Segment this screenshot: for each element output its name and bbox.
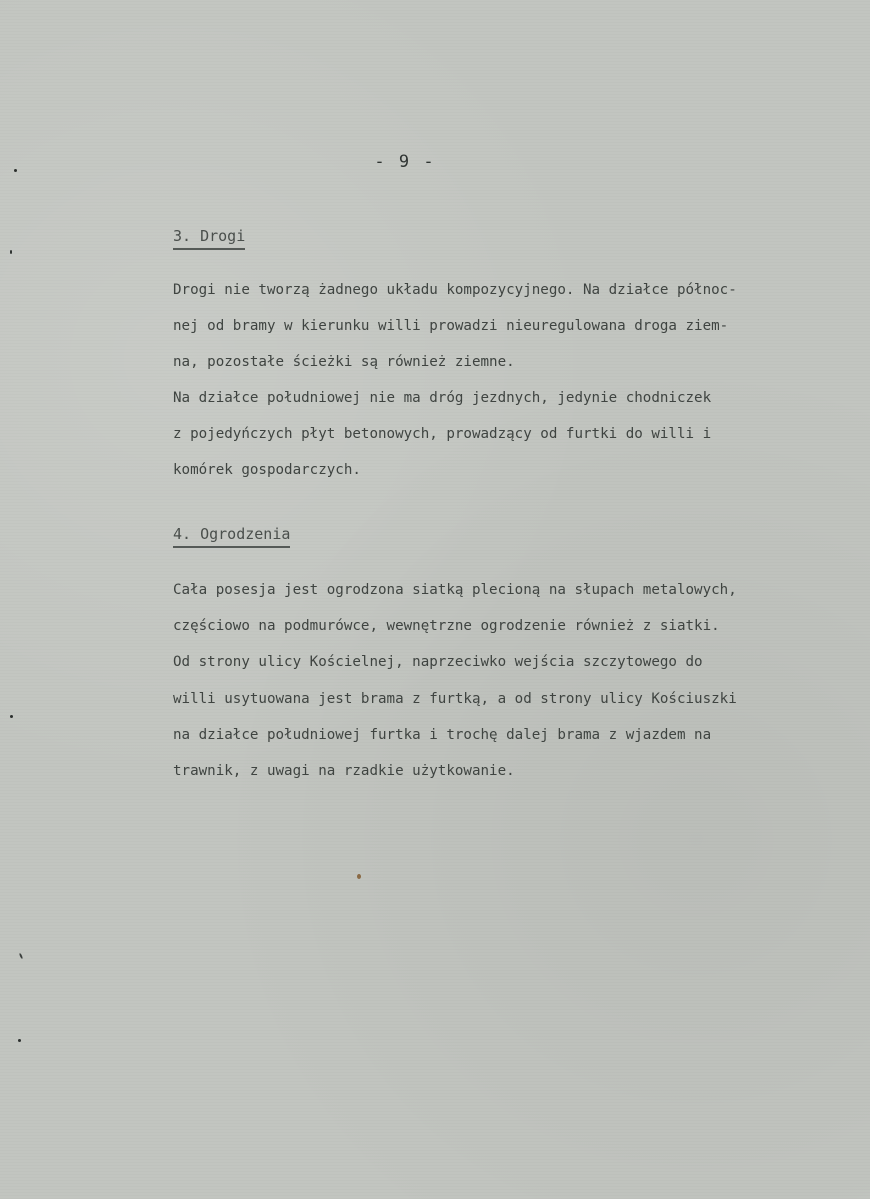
margin-dot xyxy=(10,250,12,254)
section-heading-ogrodzenia: 4. Ogrodzenia xyxy=(173,525,290,548)
paragraph-ogrodzenia xyxy=(173,572,863,789)
text-line: Drogi nie tworzą żadnego układu kompozycyjnego. Na działce północ- xyxy=(173,282,737,298)
text-line: częściowo na podmurówce, wewnętrzne ogrodzenie również z siatki. xyxy=(173,618,720,635)
text-line: nej od bramy w kierunku willi prowadzi nieuregulowana droga ziem- xyxy=(173,318,729,335)
paragraph-drogi-2 xyxy=(173,380,863,489)
paper-stain xyxy=(357,874,361,879)
text-line: Cała posesja jest ogrodzona siatką plecioną na słupach metalowych, xyxy=(173,582,737,598)
margin-dot xyxy=(18,1039,21,1042)
margin-tick xyxy=(19,953,23,959)
text-line: willi usytuowana jest brama z furtką, a od strony ulicy Kościuszki xyxy=(173,690,737,707)
text-line: komórek gospodarczych. xyxy=(173,462,361,479)
paragraph-drogi-1 xyxy=(173,272,863,381)
margin-dot xyxy=(10,715,13,718)
text-line: Na działce południowej nie ma dróg jezdnych, jedynie chodniczek xyxy=(173,390,712,406)
text-line: trawnik, z uwagi na rzadkie użytkowanie. xyxy=(173,763,515,780)
section-heading-drogi: 3. Drogi xyxy=(173,227,245,250)
page-number: - 9 - xyxy=(374,152,436,172)
text-line: na, pozostałe ścieżki są również ziemne. xyxy=(173,354,515,371)
text-line: na działce południowej furtka i trochę dalej brama z wjazdem na xyxy=(173,726,712,743)
text-line: Od strony ulicy Kościelnej, naprzeciwko wejścia szczytowego do xyxy=(173,654,703,671)
text-line: z pojedyńczych płyt betonowych, prowadzący od furtki do willi i xyxy=(173,426,712,443)
